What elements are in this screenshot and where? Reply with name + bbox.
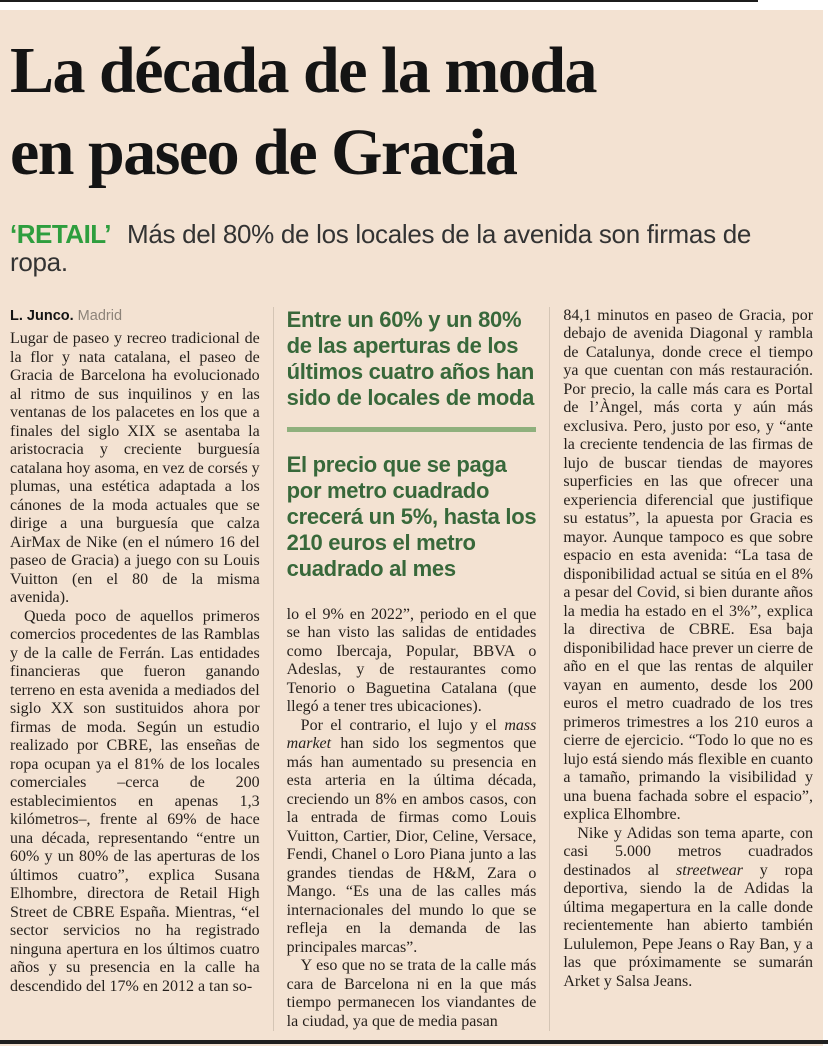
text-segment: Queda poco de aquellos primeros comercios procedentes de las Ramblas y de la calle de Ferrán. Las entidades financieras que fueron ganando terreno en esta avenida a mediados del siglo XX son sustituidos ahora por firmas de moda. Según un estudio realizado por CBRE, las enseñas de ropa ocupan ya el 81% de los locales comerciales –cerca de 200 establecimientos en apenas 1,3 kilómetros–, frente al 69% de hace una década, representando “entre un 60% y un 80% de las aperturas de los últimos cuatro”, explica Susana Elhombre, directora de Retail High Street de CBRE España. Mientras, “el sector servicios no ha registrado ninguna apertura en los últimos cuatro años y su presencia en la calle ha descendido del 17% en 2012 a tan so- <box>10 607 260 995</box>
column-3 <box>549 307 813 1032</box>
byline-location: Madrid <box>73 307 123 324</box>
subheadline: Más del 80% de los locales de la avenida son firmas de ropa. <box>10 218 752 278</box>
article-paragraph <box>287 606 537 717</box>
headline <box>10 30 813 194</box>
article-paragraph <box>563 307 813 825</box>
kicker-label: ‘RETAIL’ <box>10 218 111 249</box>
column-2 <box>273 307 537 1032</box>
text-segment: y ropa deportiva, siendo la de Adidas la última megapertura en la calle donde recientemente han abierto también Lululemon, Pepe Jeans o Ray Ban, y a las que próximamente se sumarán Arket y Salsa Jeans. <box>563 861 814 990</box>
column-1 <box>10 307 260 1032</box>
article-paragraph <box>287 717 537 958</box>
italic-text: streetwear <box>676 861 743 879</box>
text-segment: han sido los segmentos que más han aumentado su presencia en esta arteria en la última década, creciendo un 8% en ambos casos, con la entrada de firmas como Louis Vuitton, Cartier, Dior, Celine, Versace, Fendi, Chanel o Loro Piana junto a las grandes tiendas de H&M, Zara o Mango. “Es una de las calles más internacionales del mundo lo que se refleja en la demanda de las principales marcas”. <box>286 735 537 956</box>
article-paragraph <box>10 608 260 997</box>
text-segment: lo el 9% en 2022”, periodo en el que se han visto las salidas de entidades como Ibercaja, Popular, BBVA o Adeslas, y de restaurantes como Tenorio o Baguetina Catalana (que llegó a tener tres ubicaciones). <box>286 605 537 716</box>
article-bottom-rule <box>0 1040 828 1044</box>
text-segment: 84,1 minutos en paseo de Gracia, por debajo de avenida Diagonal y rambla de Catalunya, donde crece el tiempo ya que cuentan con más restauración. Por precio, la calle más cara es Portal de l’Àngel, más corta y aún más exclusiva. Pero, justo por eso, y “ante la creciente tendencia de las firmas de lujo de buscar tiendas de mayores superficies en las que ofrecer una experiencia diferencial que justifique su estatus”, la apuesta por Gracia es mayor. Aunque tampoco es que sobre espacio en esta avenida: “La tasa de disponibilidad actual se sitúa en el 8% a pesar del Covid, si bien durante años la media ha estado en el 3%”, explica la directiva de CBRE. Esa baja disponibilidad hace prever un cierre de año en el que las rentas de alquiler vayan en aumento, desde los 200 euros el metro cuadrado de los tres primeros trimestres a los 210 euros a cierre de ejercicio. “Todo lo que no es lujo está siendo más flexible en cuanto a tamaño, primando la visibilidad y una buena fachada sobre el espacio”, explica Elhombre. <box>563 306 814 824</box>
newspaper-article <box>0 10 823 1046</box>
article-paragraph <box>563 825 813 992</box>
headline-line-1: La década de la moda <box>10 34 597 107</box>
text-segment: Por el contrario, el lujo y el <box>300 716 505 734</box>
headline-line-2: en paseo de Gracia <box>10 115 517 189</box>
pull-quote: Entre un 60% y un 80% de las aperturas de los últimos cuatro años han sido de locales de moda <box>286 306 535 410</box>
green-divider-bar <box>287 427 537 432</box>
article-paragraph <box>287 957 537 1031</box>
standfirst <box>10 220 813 277</box>
article-columns <box>10 307 813 1032</box>
pull-quote: El precio que se paga por metro cuadrado crecerá un 5%, hasta los 210 euros el metro cuadrado al mes <box>286 451 537 581</box>
window-top-edge <box>0 0 758 2</box>
italic-text: mass market <box>286 716 537 753</box>
text-segment: Nike y Adidas son tema aparte, con casi 5.000 metros cuadrados destinados al <box>563 824 814 879</box>
byline <box>10 307 260 326</box>
article-paragraph <box>10 330 260 608</box>
byline-author: L. Junco. <box>10 307 74 324</box>
text-segment: Y eso que no se trata de la calle más cara de Barcelona ni en la que más tiempo permanecen los viandantes de la ciudad, ya que de media pasan <box>286 957 537 1030</box>
text-segment: Lugar de paseo y recreo tradicional de la flor y nata catalana, el paseo de Gracia de Barcelona ha evolucionado al ritmo de sus inquilinos y en las ventanas de los palacetes en los que a finales del siglo XIX se asentaba la aristocracia y creciente burguesía catalana hoy asoma, en vez de corsés y plumas, una estética adaptada a los cánones de la moda actuales que se dirige a una burguesía que calza AirMax de Nike (en el número 16 del paseo de Gracia) a juego con su Louis Vuitton (en el 80 de la misma avenida). <box>10 330 260 607</box>
